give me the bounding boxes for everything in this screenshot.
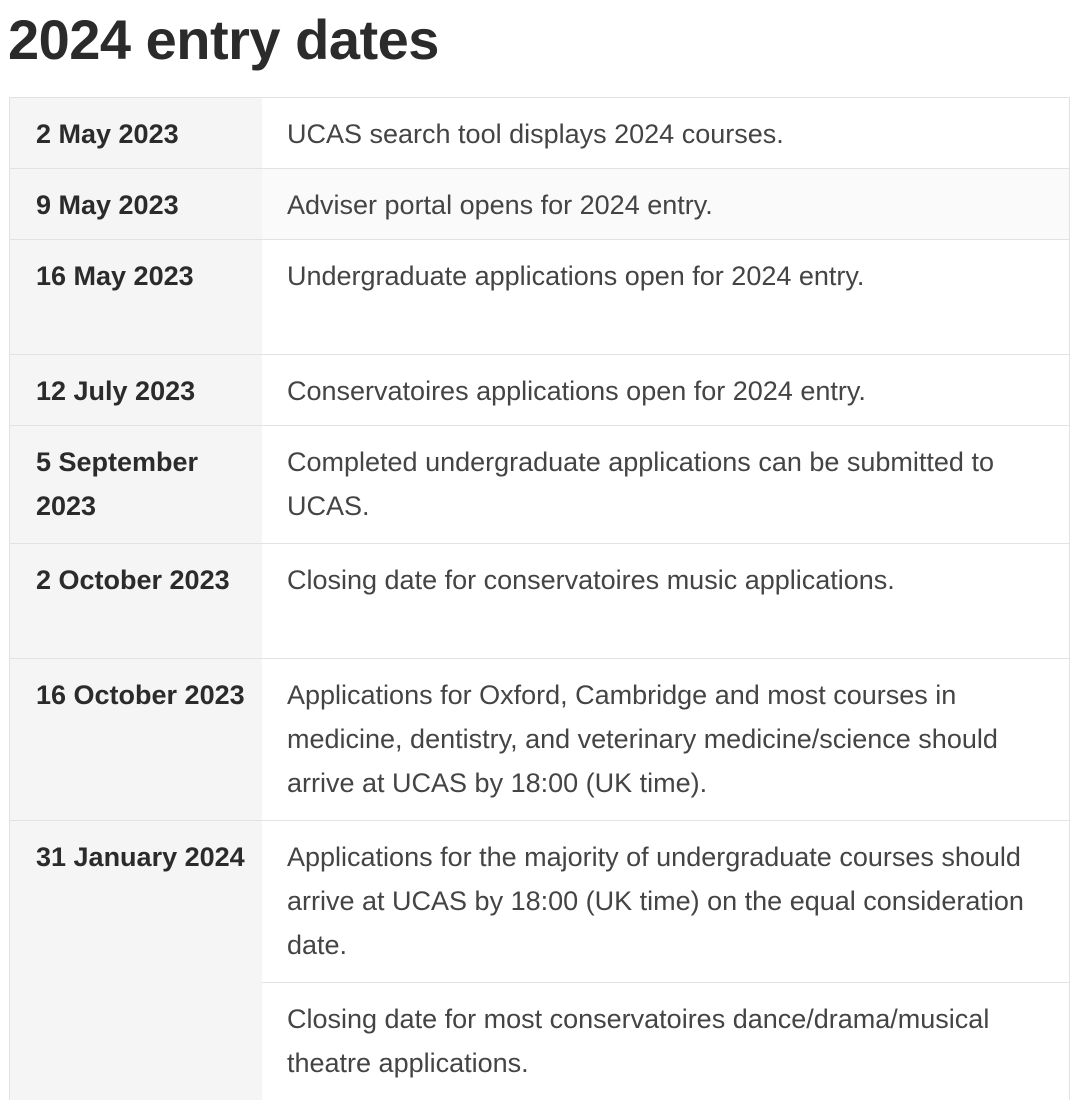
table-row xyxy=(10,240,1070,355)
description-cell: Closing date for most conservatoires dance/drama/musical theatre applications. xyxy=(262,983,1070,1100)
table-row xyxy=(10,169,1070,240)
date-cell: 2 October 2023 xyxy=(10,544,263,659)
description-cell: Adviser portal opens for 2024 entry. xyxy=(262,169,1070,240)
entry-dates-table xyxy=(9,97,1070,1100)
description-cell: Completed undergraduate applications can be submitted to UCAS. xyxy=(262,426,1070,544)
table-row xyxy=(10,659,1070,821)
page-title: 2024 entry dates xyxy=(8,0,439,80)
table-row xyxy=(10,544,1070,659)
description-cell: Conservatoires applications open for 2024 entry. xyxy=(262,355,1070,426)
date-cell: 2 May 2023 xyxy=(10,98,263,169)
date-cell: 31 January 2024 xyxy=(10,821,263,1100)
date-cell: 5 September 2023 xyxy=(10,426,263,544)
description-cell: Applications for the majority of undergraduate courses should arrive at UCAS by 18:00 (UK time) on the equal consideration date. xyxy=(262,821,1070,983)
date-cell: 12 July 2023 xyxy=(10,355,263,426)
table-row xyxy=(10,98,1070,169)
date-cell: 16 October 2023 xyxy=(10,659,263,821)
description-cell: Closing date for conservatoires music applications. xyxy=(262,544,1070,659)
description-cell: UCAS search tool displays 2024 courses. xyxy=(262,98,1070,169)
date-cell: 16 May 2023 xyxy=(10,240,263,355)
description-cell: Applications for Oxford, Cambridge and most courses in medicine, dentistry, and veterinary medicine/science should arrive at UCAS by 18:00 (UK time). xyxy=(262,659,1070,821)
description-cell: Undergraduate applications open for 2024 entry. xyxy=(262,240,1070,355)
date-cell: 9 May 2023 xyxy=(10,169,263,240)
table-row xyxy=(10,426,1070,544)
table-row xyxy=(10,355,1070,426)
table-row xyxy=(10,821,1070,983)
